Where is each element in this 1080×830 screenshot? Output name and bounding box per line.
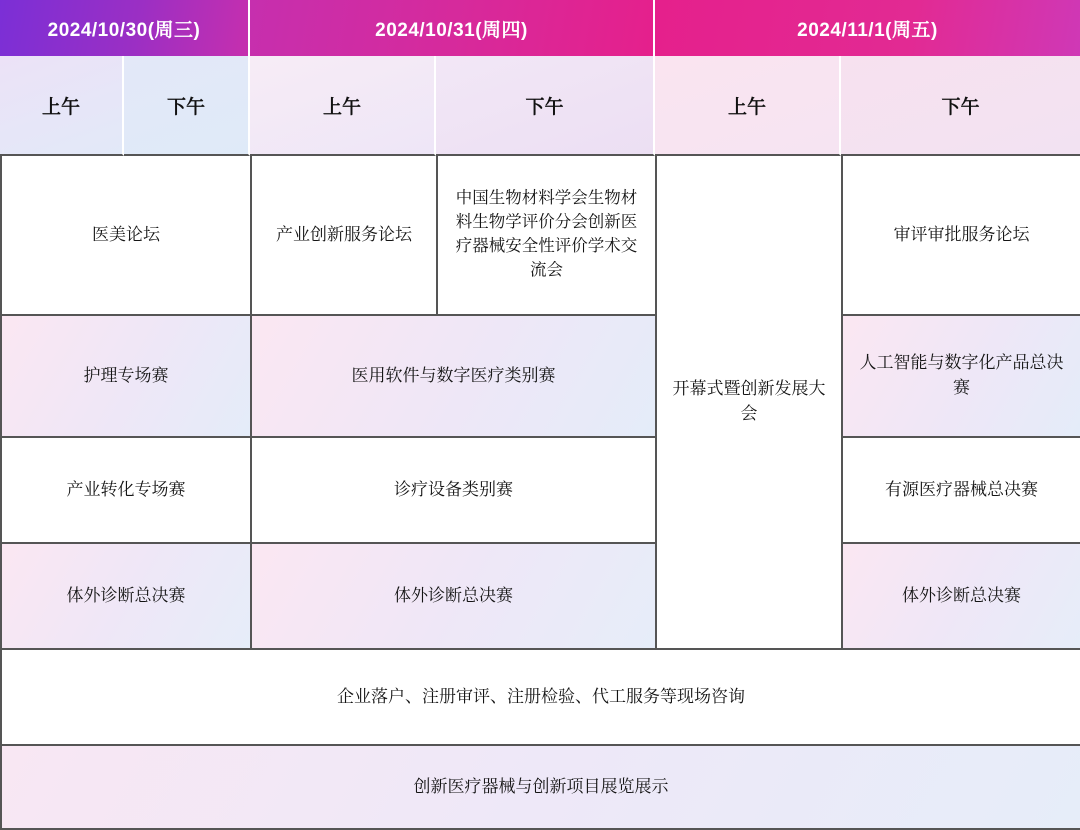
schedule-cell: 医用软件与数字医疗类别赛 xyxy=(252,316,657,438)
schedule-cell: 人工智能与数字化产品总决赛 xyxy=(843,316,1080,438)
schedule-footer-row: 创新医疗器械与创新项目展览展示 xyxy=(2,746,1080,830)
schedule-cell: 审评审批服务论坛 xyxy=(843,156,1080,316)
schedule-cell: 医美论坛 xyxy=(2,156,252,316)
session-header-cell-2: 下午 xyxy=(124,56,250,156)
schedule-cell: 产业转化专场赛 xyxy=(2,438,252,544)
session-header-row xyxy=(0,56,1080,156)
schedule-cell: 护理专场赛 xyxy=(2,316,252,438)
session-header-cell-5: 上午 xyxy=(655,56,841,156)
session-header-cell-4: 下午 xyxy=(436,56,655,156)
schedule-cell: 有源医疗器械总决赛 xyxy=(843,438,1080,544)
date-header-cell-1: 2024/10/30(周三) xyxy=(0,0,250,56)
schedule-cell: 诊疗设备类别赛 xyxy=(252,438,657,544)
schedule-cell: 体外诊断总决赛 xyxy=(2,544,252,650)
session-header-cell-1: 上午 xyxy=(0,56,124,156)
date-header-row xyxy=(0,0,1080,56)
date-header-cell-2: 2024/10/31(周四) xyxy=(250,0,655,56)
schedule-cell: 中国生物材料学会生物材料生物学评价分会创新医疗器械安全性评价学术交流会 xyxy=(438,156,657,316)
schedule-cell: 产业创新服务论坛 xyxy=(252,156,438,316)
schedule-footer-row: 企业落户、注册审评、注册检验、代工服务等现场咨询 xyxy=(2,650,1080,746)
schedule-cell-opening-ceremony: 开幕式暨创新发展大会 xyxy=(657,156,843,650)
schedule-grid xyxy=(0,156,1080,830)
date-header-cell-3: 2024/11/1(周五) xyxy=(655,0,1080,56)
schedule-cell: 体外诊断总决赛 xyxy=(252,544,657,650)
schedule-cell: 体外诊断总决赛 xyxy=(843,544,1080,650)
session-header-cell-6: 下午 xyxy=(841,56,1080,156)
session-header-cell-3: 上午 xyxy=(250,56,436,156)
